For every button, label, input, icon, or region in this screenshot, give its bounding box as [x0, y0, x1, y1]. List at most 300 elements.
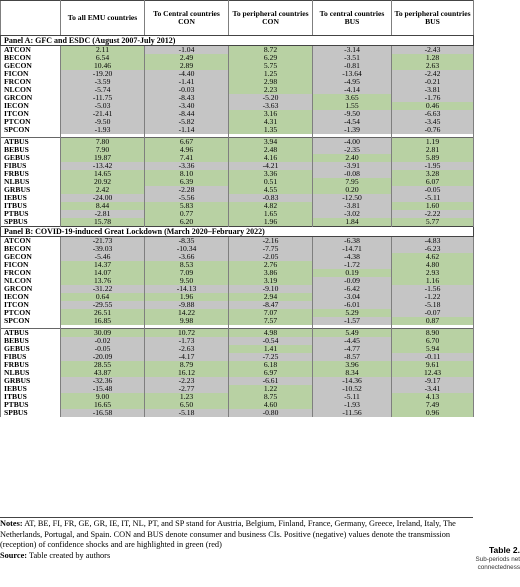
cell-central-bus: -4.14 [313, 86, 392, 94]
cell-peripheral-con: 1.35 [229, 126, 313, 134]
table-notes [0, 517, 473, 561]
row-label: SPBUS [1, 218, 61, 227]
cell-peripheral-bus: 3.28 [392, 170, 474, 178]
cell-peripheral-bus: -2.42 [392, 70, 474, 78]
cell-central-con: 14.22 [145, 309, 229, 317]
cell-all-emu: 9.00 [61, 393, 145, 401]
row-label: PTCON [1, 309, 61, 317]
cell-central-bus: 5.29 [313, 309, 392, 317]
cell-all-emu: -19.20 [61, 70, 145, 78]
caption-line-1: Sub-periods net [475, 556, 520, 563]
cell-all-emu: 19.87 [61, 154, 145, 162]
header-cell-peripheral-con: To peripheral countries CON [229, 1, 313, 36]
notes-label: Notes: [0, 519, 23, 528]
cell-central-con: -2.23 [145, 377, 229, 385]
cell-peripheral-con: 2.48 [229, 146, 313, 154]
table-row [1, 345, 474, 353]
table-caption [470, 545, 520, 572]
cell-peripheral-bus: 2.63 [392, 62, 474, 70]
table-row [1, 361, 474, 369]
table-row [1, 253, 474, 261]
cell-central-con: -3.36 [145, 162, 229, 170]
cell-peripheral-bus: 1.16 [392, 277, 474, 285]
cell-central-bus: -6.38 [313, 237, 392, 246]
cell-peripheral-bus: -5.18 [392, 301, 474, 309]
cell-peripheral-bus: -0.07 [392, 309, 474, 317]
cell-peripheral-con: 4.82 [229, 202, 313, 210]
cell-central-bus: 8.34 [313, 369, 392, 377]
cell-central-con: -14.13 [145, 285, 229, 293]
cell-peripheral-con: 6.97 [229, 369, 313, 377]
cell-central-bus: -6.42 [313, 285, 392, 293]
cell-peripheral-con: 4.55 [229, 186, 313, 194]
row-label: NLCON [1, 86, 61, 94]
cell-peripheral-con: -0.83 [229, 194, 313, 202]
cell-all-emu: -31.22 [61, 285, 145, 293]
cell-central-con: -0.03 [145, 86, 229, 94]
cell-central-bus: -8.57 [313, 353, 392, 361]
cell-all-emu: -15.48 [61, 385, 145, 393]
cell-all-emu: -5.74 [61, 86, 145, 94]
cell-central-bus: -0.08 [313, 170, 392, 178]
cell-peripheral-con: -7.75 [229, 245, 313, 253]
row-label: FRBUS [1, 170, 61, 178]
cell-central-con: 0.77 [145, 210, 229, 218]
cell-central-bus: -11.56 [313, 409, 392, 417]
cell-all-emu: -9.50 [61, 118, 145, 126]
table-row [1, 245, 474, 253]
row-label: FIBUS [1, 162, 61, 170]
cell-peripheral-bus: 5.94 [392, 345, 474, 353]
row-label: ATCON [1, 46, 61, 55]
cell-peripheral-con: -0.54 [229, 337, 313, 345]
row-label: PTBUS [1, 401, 61, 409]
cell-central-con: 9.98 [145, 317, 229, 325]
cell-central-con: -1.14 [145, 126, 229, 134]
cell-central-bus: -6.01 [313, 301, 392, 309]
row-label: GRBUS [1, 377, 61, 385]
cell-all-emu: -5.46 [61, 253, 145, 261]
row-label: ITCON [1, 110, 61, 118]
cell-central-con: 1.96 [145, 293, 229, 301]
cell-peripheral-bus: -0.05 [392, 186, 474, 194]
row-label: SPCON [1, 317, 61, 325]
caption-line-2: connectedness [477, 564, 520, 571]
table-row [1, 329, 474, 338]
cell-central-bus: -3.91 [313, 162, 392, 170]
cell-central-con: -4.17 [145, 353, 229, 361]
cell-central-bus: -1.93 [313, 401, 392, 409]
cell-peripheral-con: 1.96 [229, 218, 313, 227]
cell-peripheral-bus: -5.11 [392, 194, 474, 202]
table-row [1, 261, 474, 269]
cell-peripheral-bus: -1.56 [392, 285, 474, 293]
cell-peripheral-con: 2.23 [229, 86, 313, 94]
cell-central-bus: -3.04 [313, 293, 392, 301]
cell-central-con: 6.20 [145, 218, 229, 227]
table-row [1, 277, 474, 285]
cell-all-emu: -0.05 [61, 345, 145, 353]
row-label: BEBUS [1, 146, 61, 154]
table-row [1, 218, 474, 227]
cell-central-con: 5.83 [145, 202, 229, 210]
row-label: ITCON [1, 301, 61, 309]
cell-peripheral-bus: 1.28 [392, 54, 474, 62]
cell-central-con: 8.10 [145, 170, 229, 178]
table-row [1, 317, 474, 325]
cell-all-emu: -11.75 [61, 94, 145, 102]
panel-b-title: Panel B: COVID-19-induced Great Lockdown (March 2020–February 2022) [1, 227, 474, 237]
row-label: IEBUS [1, 194, 61, 202]
cell-peripheral-con: 1.41 [229, 345, 313, 353]
cell-peripheral-bus: 8.90 [392, 329, 474, 338]
cell-central-con: -3.66 [145, 253, 229, 261]
cell-peripheral-con: -2.05 [229, 253, 313, 261]
table-row [1, 385, 474, 393]
table-row [1, 293, 474, 301]
row-label: GECON [1, 253, 61, 261]
cell-all-emu: 7.80 [61, 138, 145, 147]
row-label: GRBUS [1, 186, 61, 194]
cell-all-emu: 28.55 [61, 361, 145, 369]
cell-central-bus: 3.96 [313, 361, 392, 369]
cell-peripheral-con: 6.18 [229, 361, 313, 369]
cell-all-emu: -2.81 [61, 210, 145, 218]
table-row [1, 309, 474, 317]
table-row [1, 102, 474, 110]
cell-central-bus: 0.20 [313, 186, 392, 194]
table-row [1, 186, 474, 194]
row-label: SPBUS [1, 409, 61, 417]
row-label: FRCON [1, 269, 61, 277]
cell-peripheral-bus: 4.80 [392, 261, 474, 269]
row-label: NLCON [1, 277, 61, 285]
cell-central-con: 6.67 [145, 138, 229, 147]
cell-all-emu: 26.51 [61, 309, 145, 317]
cell-all-emu: -21.41 [61, 110, 145, 118]
table-row [1, 162, 474, 170]
caption-title: Table 2. [488, 545, 520, 555]
cell-central-con: -3.40 [145, 102, 229, 110]
cell-central-bus: -10.52 [313, 385, 392, 393]
table-row [1, 62, 474, 70]
cell-central-con: -5.18 [145, 409, 229, 417]
row-label: PTCON [1, 118, 61, 126]
source-label: Source: [0, 550, 28, 560]
row-label: BEBUS [1, 337, 61, 345]
cell-peripheral-con: 6.29 [229, 54, 313, 62]
cell-peripheral-bus: 6.07 [392, 178, 474, 186]
cell-central-con: -8.35 [145, 237, 229, 246]
cell-peripheral-con: 3.94 [229, 138, 313, 147]
cell-peripheral-con: -0.80 [229, 409, 313, 417]
row-label: ATBUS [1, 329, 61, 338]
row-label: GEBUS [1, 345, 61, 353]
cell-peripheral-bus: 1.19 [392, 138, 474, 147]
table-row [1, 138, 474, 147]
table-row [1, 393, 474, 401]
cell-peripheral-bus: 0.96 [392, 409, 474, 417]
table-row [1, 86, 474, 94]
table-row [1, 409, 474, 417]
cell-peripheral-bus: -0.76 [392, 126, 474, 134]
cell-peripheral-bus: 4.13 [392, 393, 474, 401]
cell-central-con: -8.43 [145, 94, 229, 102]
cell-central-con: -5.56 [145, 194, 229, 202]
cell-central-bus: -4.45 [313, 337, 392, 345]
cell-central-con: 16.12 [145, 369, 229, 377]
row-label: SPCON [1, 126, 61, 134]
cell-all-emu: -0.02 [61, 337, 145, 345]
cell-all-emu: -16.58 [61, 409, 145, 417]
cell-central-con: -2.28 [145, 186, 229, 194]
table-row [1, 146, 474, 154]
cell-central-bus: -5.11 [313, 393, 392, 401]
cell-central-bus: -0.81 [313, 62, 392, 70]
cell-peripheral-con: -7.25 [229, 353, 313, 361]
notes-text: AT, BE, FI, FR, GE, GR, IE, IT, NL, PT, and SP stand for Austria, Belgium, Finland, France, Germany, Greece, Ireland, Italy, The Netherlands, Portugal, and Spain. CON and BUS denote consumer and business CIs. Positive (negative) values denote the transmission (reception) of confidence shocks and are highlighted in green (red) [0, 519, 456, 549]
cell-peripheral-bus: 9.61 [392, 361, 474, 369]
table-row [1, 202, 474, 210]
header-cell-central-bus: To central countries BUS [313, 1, 392, 36]
cell-peripheral-con: 3.16 [229, 110, 313, 118]
cell-central-bus: -4.95 [313, 78, 392, 86]
cell-central-bus: -3.51 [313, 54, 392, 62]
cell-peripheral-con: 8.72 [229, 46, 313, 55]
cell-central-bus: -3.02 [313, 210, 392, 218]
cell-central-con: 8.79 [145, 361, 229, 369]
cell-all-emu: 14.65 [61, 170, 145, 178]
row-label: FIBUS [1, 353, 61, 361]
header-cell-all-emu: To all EMU countries [61, 1, 145, 36]
cell-central-con: -5.82 [145, 118, 229, 126]
row-label: NLBUS [1, 178, 61, 186]
cell-central-bus: -1.72 [313, 261, 392, 269]
table-row [1, 337, 474, 345]
cell-peripheral-con: -8.47 [229, 301, 313, 309]
cell-peripheral-bus: -1.76 [392, 94, 474, 102]
cell-central-con: 7.41 [145, 154, 229, 162]
cell-central-bus: -4.54 [313, 118, 392, 126]
cell-peripheral-bus: -9.17 [392, 377, 474, 385]
cell-peripheral-con: 2.76 [229, 261, 313, 269]
cell-all-emu: 43.87 [61, 369, 145, 377]
cell-peripheral-bus: -3.81 [392, 86, 474, 94]
cell-central-bus: 0.19 [313, 269, 392, 277]
cell-peripheral-con: 7.57 [229, 317, 313, 325]
cell-peripheral-bus: 0.87 [392, 317, 474, 325]
cell-central-con: -8.44 [145, 110, 229, 118]
header-cell-central-con: To Central countries CON [145, 1, 229, 36]
cell-central-bus: -0.09 [313, 277, 392, 285]
cell-peripheral-con: 4.98 [229, 329, 313, 338]
table-row [1, 178, 474, 186]
cell-central-con: 9.50 [145, 277, 229, 285]
cell-central-bus: -14.36 [313, 377, 392, 385]
cell-peripheral-con: 8.75 [229, 393, 313, 401]
cell-peripheral-bus: -6.23 [392, 245, 474, 253]
panel-a-title-row [1, 36, 474, 46]
row-label: GECON [1, 62, 61, 70]
cell-central-con: -10.34 [145, 245, 229, 253]
cell-peripheral-bus: 5.89 [392, 154, 474, 162]
cell-all-emu: -32.36 [61, 377, 145, 385]
cell-central-bus: -2.35 [313, 146, 392, 154]
cell-peripheral-con: 4.60 [229, 401, 313, 409]
table-row [1, 210, 474, 218]
panel-b-title-row [1, 227, 474, 237]
source-text: Table created by authors [27, 550, 111, 560]
cell-all-emu: 14.07 [61, 269, 145, 277]
cell-central-bus: -9.50 [313, 110, 392, 118]
cell-peripheral-bus: -2.22 [392, 210, 474, 218]
table-row [1, 110, 474, 118]
header-row [1, 1, 474, 36]
cell-central-bus: 1.84 [313, 218, 392, 227]
cell-central-bus: 3.65 [313, 94, 392, 102]
row-label: IECON [1, 293, 61, 301]
cell-peripheral-bus: 7.49 [392, 401, 474, 409]
row-label: BECON [1, 54, 61, 62]
cell-central-bus: -13.64 [313, 70, 392, 78]
cell-all-emu: 15.78 [61, 218, 145, 227]
cell-central-con: 2.49 [145, 54, 229, 62]
table-row [1, 353, 474, 361]
table-row [1, 46, 474, 55]
cell-peripheral-bus: 6.70 [392, 337, 474, 345]
row-label: FICON [1, 261, 61, 269]
table-row [1, 194, 474, 202]
table-row [1, 369, 474, 377]
table-row [1, 94, 474, 102]
cell-central-con: -2.77 [145, 385, 229, 393]
cell-central-bus: 2.40 [313, 154, 392, 162]
cell-peripheral-bus: -0.21 [392, 78, 474, 86]
cell-central-bus: 7.95 [313, 178, 392, 186]
cell-central-con: 1.23 [145, 393, 229, 401]
cell-peripheral-con: 4.16 [229, 154, 313, 162]
cell-peripheral-bus: 2.81 [392, 146, 474, 154]
cell-central-bus: -1.57 [313, 317, 392, 325]
cell-peripheral-con: -2.16 [229, 237, 313, 246]
row-label: GRCON [1, 285, 61, 293]
row-label: GRCON [1, 94, 61, 102]
cell-all-emu: -39.03 [61, 245, 145, 253]
cell-all-emu: -29.55 [61, 301, 145, 309]
cell-all-emu: 0.64 [61, 293, 145, 301]
cell-peripheral-con: -9.10 [229, 285, 313, 293]
cell-peripheral-bus: -6.63 [392, 110, 474, 118]
cell-peripheral-con: 3.36 [229, 170, 313, 178]
cell-peripheral-bus: 2.93 [392, 269, 474, 277]
cell-central-bus: -12.50 [313, 194, 392, 202]
table-row [1, 377, 474, 385]
panel-a-title: Panel A: GFC and ESDC (August 2007-July 2012) [1, 36, 474, 46]
cell-central-con: 8.53 [145, 261, 229, 269]
table-body [1, 36, 474, 418]
cell-peripheral-bus: 0.46 [392, 102, 474, 110]
cell-peripheral-con: 2.94 [229, 293, 313, 301]
cell-all-emu: 20.92 [61, 178, 145, 186]
row-label: NLBUS [1, 369, 61, 377]
source-line [0, 551, 473, 562]
cell-all-emu: 14.37 [61, 261, 145, 269]
table-row [1, 126, 474, 134]
cell-central-bus: -4.00 [313, 138, 392, 147]
cell-peripheral-bus: 12.43 [392, 369, 474, 377]
cell-all-emu: -3.59 [61, 78, 145, 86]
cell-peripheral-con: 1.22 [229, 385, 313, 393]
row-label: BECON [1, 245, 61, 253]
cell-peripheral-con: -4.21 [229, 162, 313, 170]
row-label: ITBUS [1, 202, 61, 210]
cell-peripheral-bus: -0.11 [392, 353, 474, 361]
cell-peripheral-con: 5.75 [229, 62, 313, 70]
cell-peripheral-bus: -1.22 [392, 293, 474, 301]
cell-central-con: 2.89 [145, 62, 229, 70]
row-label: FRBUS [1, 361, 61, 369]
cell-central-con: 10.72 [145, 329, 229, 338]
cell-all-emu: -5.03 [61, 102, 145, 110]
cell-central-bus: -3.14 [313, 46, 392, 55]
cell-peripheral-con: 1.65 [229, 210, 313, 218]
cell-peripheral-con: 3.19 [229, 277, 313, 285]
cell-all-emu: -21.73 [61, 237, 145, 246]
cell-all-emu: -13.42 [61, 162, 145, 170]
table-row [1, 118, 474, 126]
cell-all-emu: -24.00 [61, 194, 145, 202]
cell-central-bus: -4.77 [313, 345, 392, 353]
cell-peripheral-con: 2.98 [229, 78, 313, 86]
cell-peripheral-con: -6.61 [229, 377, 313, 385]
cell-central-con: -1.41 [145, 78, 229, 86]
row-label: FRCON [1, 78, 61, 86]
cell-all-emu: 16.85 [61, 317, 145, 325]
header-cell-peripheral-bus: To peripheral countries BUS [392, 1, 474, 36]
cell-central-con: 4.96 [145, 146, 229, 154]
cell-peripheral-con: 0.51 [229, 178, 313, 186]
cell-central-con: -1.04 [145, 46, 229, 55]
cell-central-con: -2.63 [145, 345, 229, 353]
row-label: ITBUS [1, 393, 61, 401]
cell-peripheral-bus: -3.45 [392, 118, 474, 126]
table-row [1, 170, 474, 178]
cell-all-emu: 7.90 [61, 146, 145, 154]
table-row [1, 237, 474, 246]
cell-peripheral-bus: -1.95 [392, 162, 474, 170]
cell-central-con: -9.88 [145, 301, 229, 309]
cell-peripheral-con: 7.07 [229, 309, 313, 317]
cell-central-bus: -4.38 [313, 253, 392, 261]
cell-peripheral-con: -5.20 [229, 94, 313, 102]
cell-peripheral-con: 4.31 [229, 118, 313, 126]
cell-all-emu: 13.76 [61, 277, 145, 285]
cell-central-con: -4.40 [145, 70, 229, 78]
cell-central-bus: -3.81 [313, 202, 392, 210]
table-row [1, 269, 474, 277]
cell-peripheral-bus: -2.43 [392, 46, 474, 55]
table-row [1, 154, 474, 162]
cell-all-emu: 2.11 [61, 46, 145, 55]
table-row [1, 54, 474, 62]
cell-peripheral-bus: 1.60 [392, 202, 474, 210]
cell-central-con: 6.39 [145, 178, 229, 186]
cell-peripheral-bus: -3.41 [392, 385, 474, 393]
cell-all-emu: 6.54 [61, 54, 145, 62]
row-label: FICON [1, 70, 61, 78]
cell-peripheral-bus: -4.83 [392, 237, 474, 246]
table-row [1, 401, 474, 409]
